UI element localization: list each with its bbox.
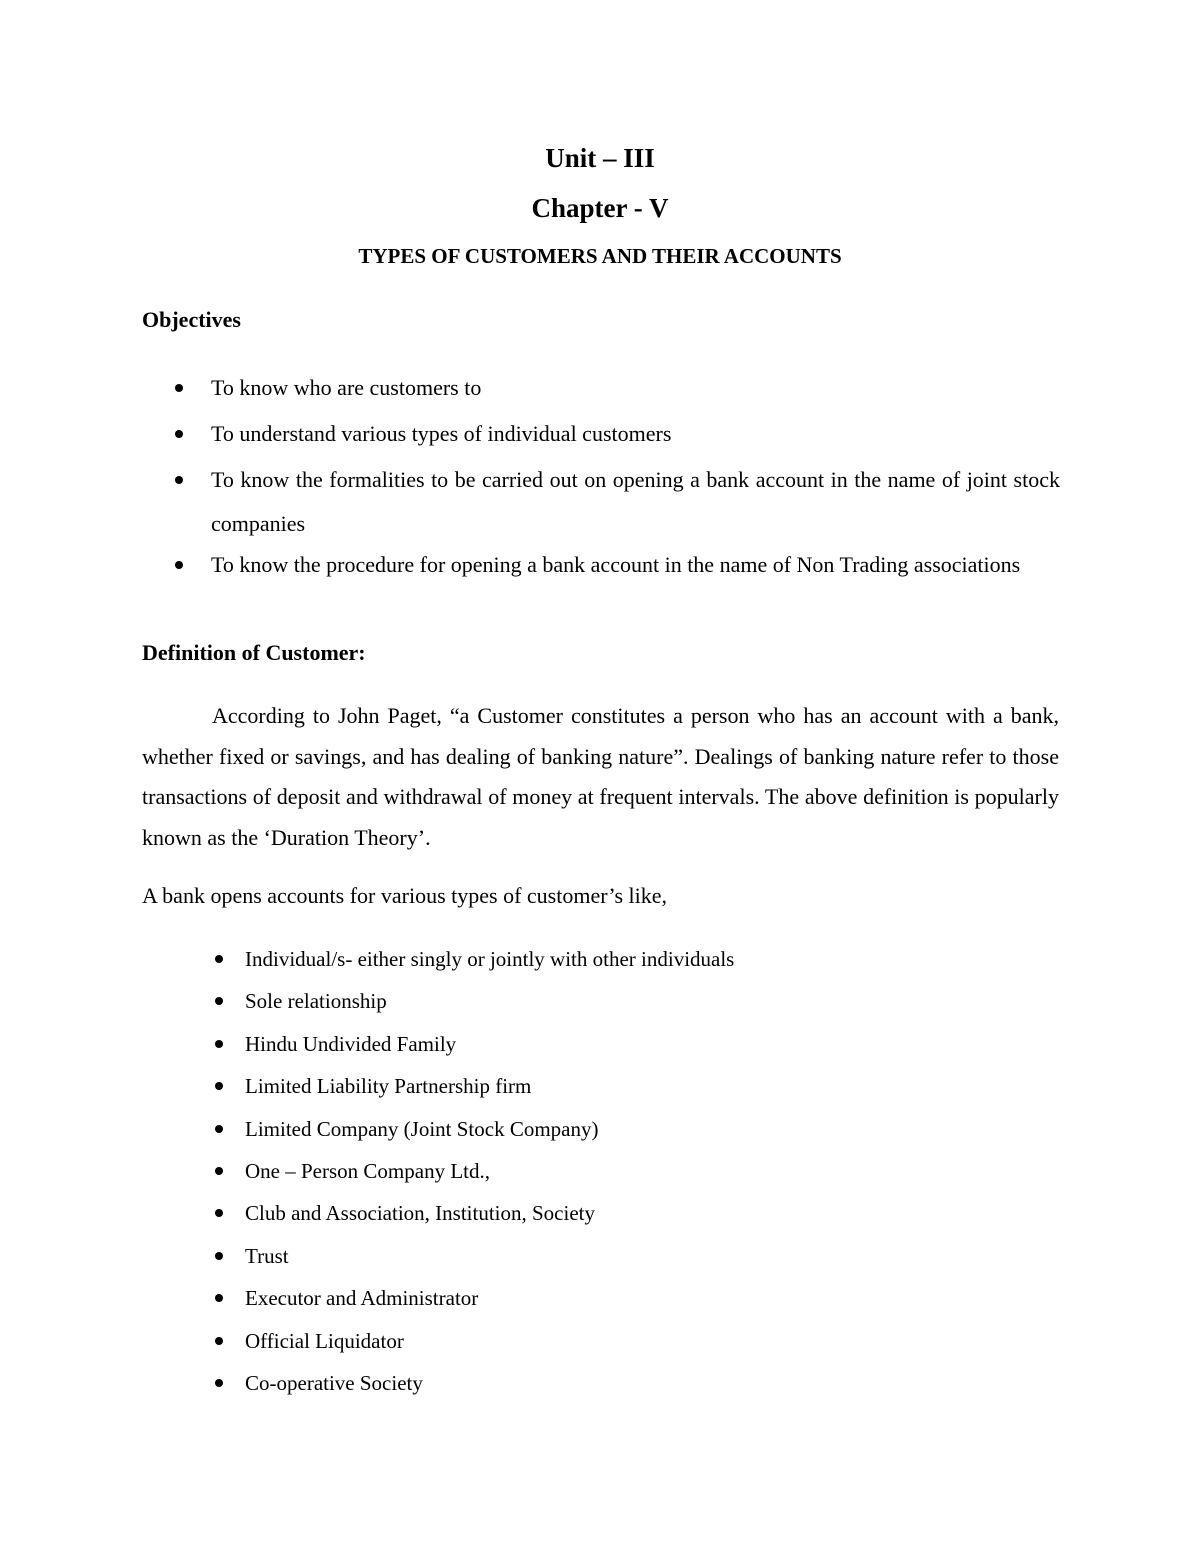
bullet-icon xyxy=(175,384,183,392)
bullet-icon xyxy=(175,430,183,438)
definition-heading: Definition of Customer: xyxy=(142,640,366,665)
customer-type-text: One – Person Company Ltd., xyxy=(245,1158,490,1183)
objective-text: To know who are customers to xyxy=(211,375,482,400)
customer-types-list xyxy=(213,938,913,1404)
bullet-icon xyxy=(215,1379,223,1387)
objective-item xyxy=(173,458,1060,546)
list-item xyxy=(213,1065,913,1107)
unit-title: Unit – III xyxy=(545,143,655,173)
bullet-icon xyxy=(215,1082,223,1090)
chapter-title: Chapter - V xyxy=(531,193,669,223)
objective-item xyxy=(173,548,1060,582)
list-item xyxy=(213,1235,913,1277)
bullet-icon xyxy=(215,1337,223,1345)
list-item xyxy=(213,938,913,980)
customer-type-text: Executor and Administrator xyxy=(245,1286,479,1311)
objectives-heading: Objectives xyxy=(142,307,241,332)
customer-types-intro: A bank opens accounts for various types of customer’s like, xyxy=(142,883,668,908)
customer-type-text: Co-operative Society xyxy=(245,1370,423,1395)
objective-item xyxy=(173,412,1060,456)
customer-type-text: Official Liquidator xyxy=(245,1328,404,1353)
objective-text: To know the procedure for opening a bank account in the name of Non Trading associations xyxy=(211,552,1021,577)
bullet-icon xyxy=(175,561,183,569)
bullet-icon xyxy=(215,1209,223,1217)
bullet-icon xyxy=(215,997,223,1005)
list-item xyxy=(213,1320,913,1362)
objective-text: To understand various types of individual customers xyxy=(211,421,672,446)
customer-type-text: Individual/s- either singly or jointly with other individuals xyxy=(245,947,735,971)
document-title: TYPES OF CUSTOMERS AND THEIR ACCOUNTS xyxy=(358,244,842,268)
objectives-list xyxy=(173,366,1060,584)
list-item xyxy=(213,1277,913,1319)
bullet-icon xyxy=(215,1040,223,1048)
list-item xyxy=(213,980,913,1022)
customer-type-text: Club and Association, Institution, Society xyxy=(245,1201,595,1226)
list-item xyxy=(213,1192,913,1234)
list-item xyxy=(213,1023,913,1065)
customer-type-text: Hindu Undivided Family xyxy=(245,1031,457,1056)
objective-item xyxy=(173,366,1060,410)
bullet-icon xyxy=(215,1125,223,1133)
list-item xyxy=(213,1108,913,1150)
customer-type-text: Limited Liability Partnership firm xyxy=(245,1074,532,1099)
bullet-icon xyxy=(215,1252,223,1260)
list-item xyxy=(213,1150,913,1192)
customer-type-text: Trust xyxy=(245,1243,289,1268)
customer-type-text: Limited Company (Joint Stock Company) xyxy=(245,1116,599,1141)
list-item xyxy=(213,1362,913,1404)
customer-type-text: Sole relationship xyxy=(245,989,387,1014)
bullet-icon xyxy=(215,955,223,963)
bullet-icon xyxy=(215,1294,223,1302)
bullet-icon xyxy=(215,1167,223,1175)
objective-text: To know the formalities to be carried out on opening a bank account in the name of joint stock companies xyxy=(211,467,1060,536)
bullet-icon xyxy=(175,476,183,484)
definition-paragraph: According to John Paget, “a Customer constitutes a person who has an account with a bank, whether fixed or savings, and has dealing of banking nature”. Dealings of banking nature refer to those transactions of deposit and withdrawal of money at frequent intervals. The above definition is popularly known as the ‘Duration Theory’. xyxy=(142,703,1059,850)
